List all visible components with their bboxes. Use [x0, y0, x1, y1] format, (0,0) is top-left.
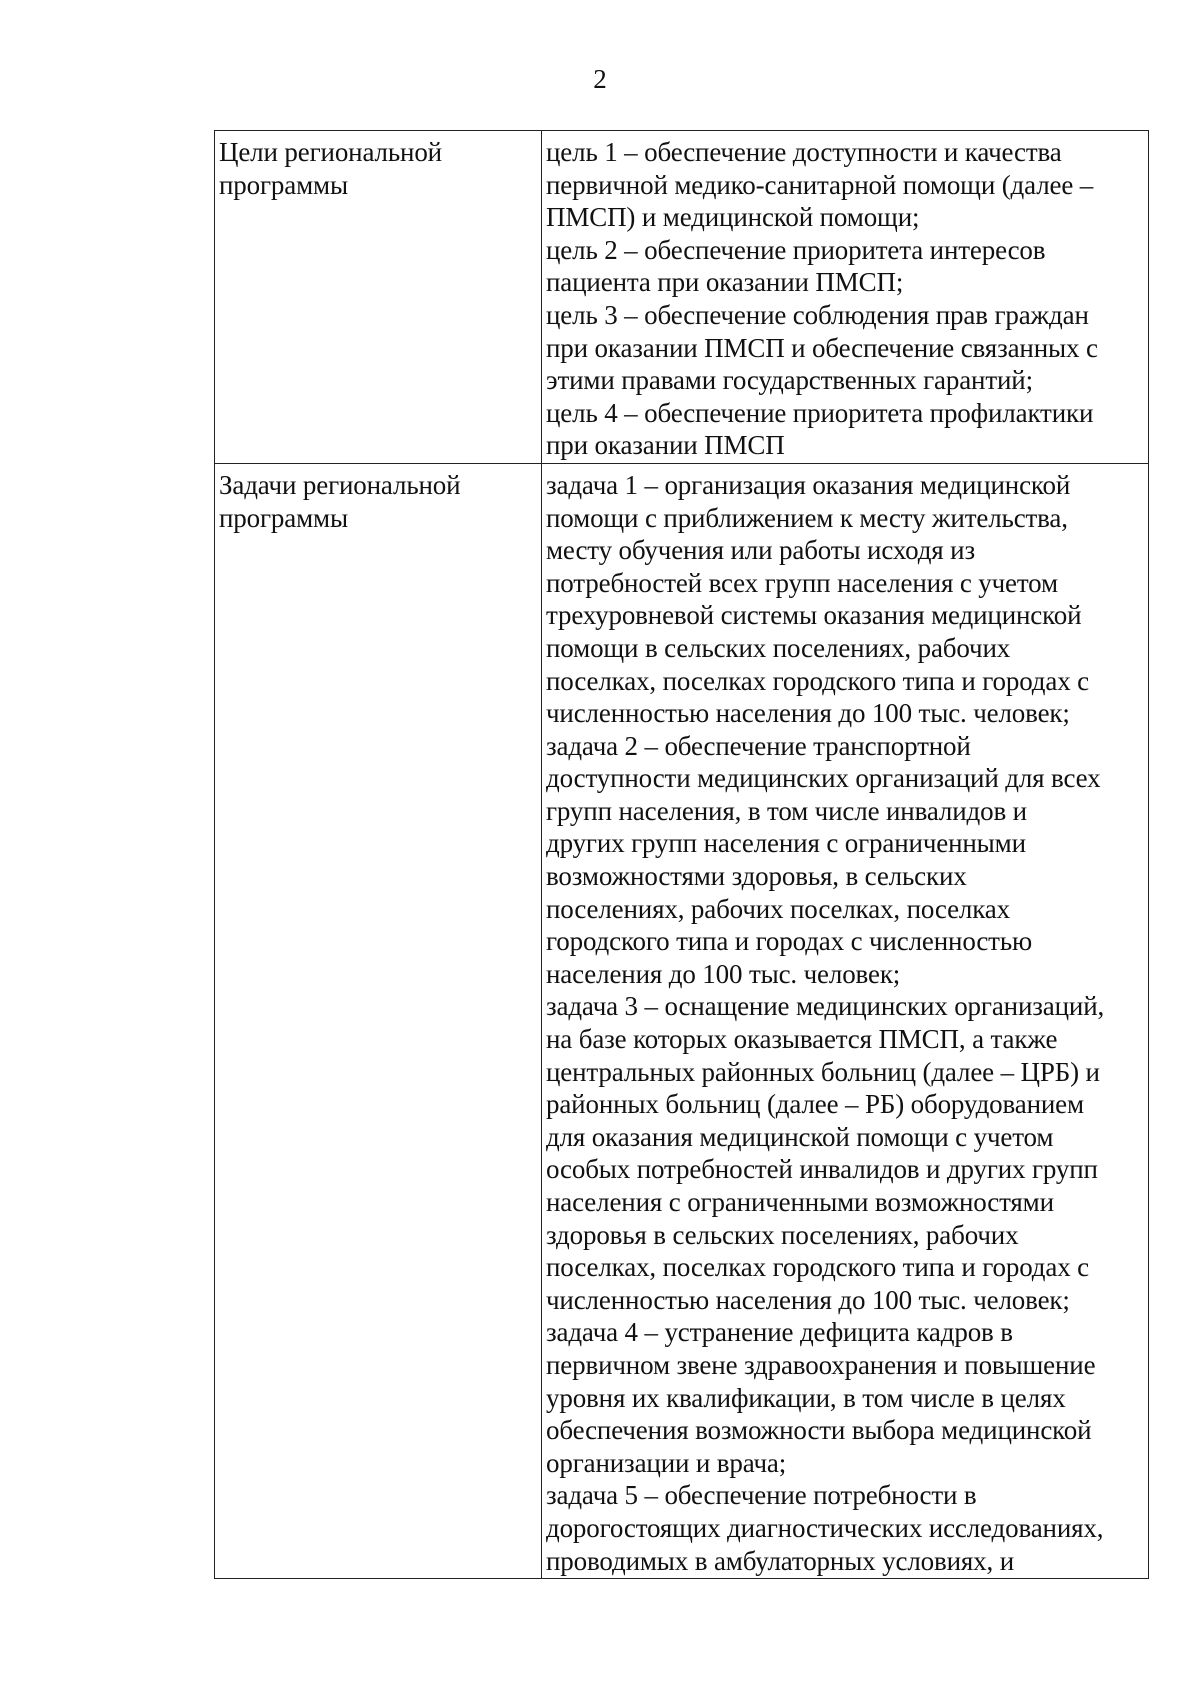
content-line: центральных районных больниц (далее – ЦРБ) и — [546, 1056, 1100, 1087]
content-line: поселениях, рабочих поселках, поселках — [546, 893, 1010, 924]
content-line: поселках, поселках городского типа и городах с — [546, 1252, 1089, 1283]
content-line: здоровья в сельских поселениях, рабочих — [546, 1219, 1019, 1250]
label-line: программы — [219, 169, 348, 200]
tasks-label-cell — [215, 463, 542, 1578]
content-line: доступности медицинских организаций для всех — [546, 763, 1101, 794]
content-line: численностью населения до 100 тыс. человек; — [546, 1284, 1070, 1315]
content-line: поселках, поселках городского типа и городах с — [546, 665, 1089, 696]
content-line: районных больниц (далее – РБ) оборудованием — [546, 1089, 1084, 1120]
content-line: задача 4 – устранение дефицита кадров в — [546, 1317, 1013, 1348]
content-line: организации и врача; — [546, 1447, 787, 1478]
content-line: населения с ограниченными возможностями — [546, 1187, 1054, 1217]
table-row-goals — [215, 131, 1149, 464]
content-line: при оказании ПМСП и обеспечение связанных с — [546, 332, 1098, 363]
content-line: задача 1 – организация оказания медицинской — [546, 469, 1071, 500]
content-line: населения до 100 тыс. человек; — [546, 958, 901, 989]
content-line: возможностями здоровья, в сельских — [546, 861, 967, 892]
content-line: уровня их квалификации, в том числе в целях — [546, 1382, 1066, 1413]
goals-label-cell — [215, 131, 542, 464]
content-line: ПМСП) и медицинской помощи; — [546, 202, 920, 233]
content-line: цель 2 – обеспечение приоритета интересов — [546, 234, 1046, 265]
content-line: цель 3 – обеспечение соблюдения прав граждан — [546, 299, 1089, 330]
content-line: численностью населения до 100 тыс. человек; — [546, 698, 1070, 729]
content-line: потребностей всех групп населения с учетом — [546, 567, 1058, 598]
content-line: этими правами государственных гарантий; — [546, 365, 1033, 396]
content-line: городского типа и городах с численностью — [546, 926, 1033, 957]
content-line: цель 4 – обеспечение приоритета профилактики — [546, 397, 1094, 428]
content-line: задача 3 – оснащение медицинских организаций, — [546, 991, 1105, 1022]
content-line: на базе которых оказывается ПМСП, а также — [546, 1024, 1058, 1055]
table-row-tasks — [215, 463, 1149, 1578]
tasks-content-cell — [542, 463, 1149, 1578]
content-line: проводимых в амбулаторных условиях, и — [546, 1545, 1015, 1576]
content-line: других групп населения с ограниченными — [546, 828, 1026, 859]
content-line: при оказании ПМСП — [546, 430, 785, 461]
content-line: помощи с приближением к месту жительства, — [546, 502, 1068, 533]
label-line: программы — [219, 502, 348, 533]
content-line: первичном звене здравоохранения и повышение — [546, 1349, 1096, 1380]
content-line: обеспечения возможности выбора медицинской — [546, 1415, 1092, 1446]
content-line: групп населения, в том числе инвалидов и — [546, 795, 1027, 826]
label-line: Задачи региональной — [219, 469, 461, 500]
content-line: пациента при оказании ПМСП; — [546, 267, 904, 298]
content-line: дорогостоящих диагностических исследованиях, — [546, 1512, 1104, 1543]
content-line: цель 1 – обеспечение доступности и качества — [546, 137, 1062, 167]
content-line: задача 5 – обеспечение потребности в — [546, 1480, 977, 1511]
content-line: для оказания медицинской помощи с учетом — [546, 1121, 1054, 1152]
content-line: первичной медико-санитарной помощи (далее – — [546, 169, 1094, 200]
content-line: месту обучения или работы исходя из — [546, 535, 975, 566]
content-line: помощи в сельских поселениях, рабочих — [546, 632, 1011, 663]
content-line: особых потребностей инвалидов и других групп — [546, 1154, 1098, 1185]
page-number: 2 — [593, 64, 607, 94]
goals-content-cell — [542, 131, 1149, 464]
label-line: Цели региональной — [219, 137, 442, 167]
program-table — [214, 130, 1149, 1579]
content-line: задача 2 – обеспечение транспортной — [546, 730, 971, 761]
content-line: трехуровневой системы оказания медицинской — [546, 600, 1082, 631]
